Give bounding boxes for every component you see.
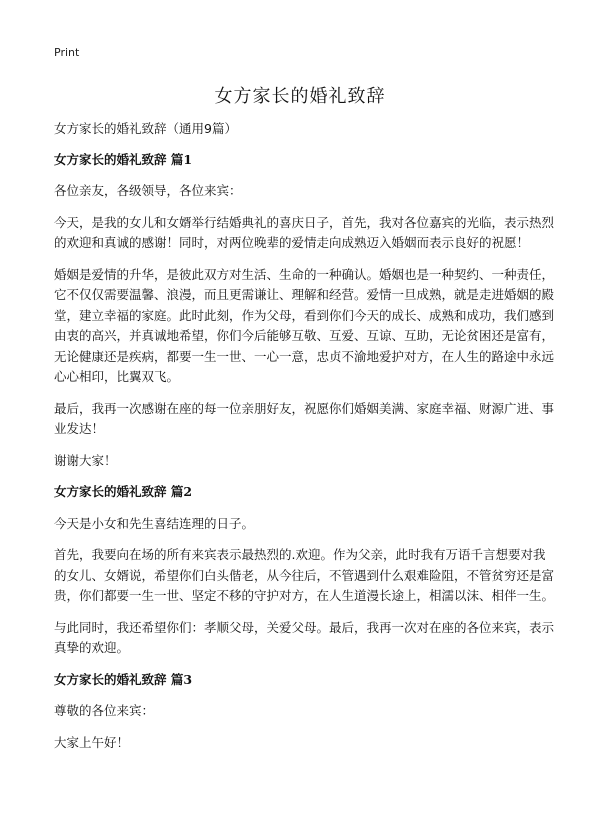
section-heading-number: 3 — [183, 671, 193, 687]
section-heading-text: 女方家长的婚礼致辞 篇 — [54, 151, 184, 167]
document-body — [54, 119, 554, 764]
document-title: 女方家长的婚礼致辞 — [214, 86, 386, 107]
paragraph: 与此同时，我还希望你们：孝顺父母，关爱父母。最后，我再一次对在座的各位来宾，表示真挚的欢迎。 — [54, 619, 555, 655]
section-heading-3 — [54, 670, 554, 691]
paragraph: 最后，我再一次感谢在座的每一位亲朋好友，祝愿你们婚姻美满、家庭幸福、财源广进、事业发达！ — [54, 400, 555, 436]
intro-subtitle: 女方家长的婚礼致辞（通用9篇） — [54, 121, 237, 136]
paragraph: 各位亲友，各级领导，各位来宾： — [54, 183, 242, 198]
section-heading-text: 女方家长的婚礼致辞 篇 — [54, 484, 184, 499]
section-heading-number: 1 — [183, 151, 193, 167]
print-link[interactable]: Print — [54, 46, 80, 59]
paragraph: 尊敬的各位来宾： — [54, 703, 155, 718]
paragraph: 今天是小女和先生喜结连理的日子。 — [54, 515, 255, 531]
section-heading-text: 女方家长的婚礼致辞 篇 — [54, 671, 184, 687]
paragraph: 今天，是我的女儿和女婿举行结婚典礼的喜庆日子，首先，我对各位嘉宾的光临，表示热烈的欢迎和真诚的感谢！同时，对两位晚辈的爱情走向成熟迈入婚姻而表示良好的祝愿！ — [54, 214, 555, 250]
section-heading-2 — [54, 482, 554, 503]
paragraph: 首先，我要向在场的所有来宾表示最热烈的.欢迎。作为父亲，此时我有万语千言想要对我的女儿、女婿说，希望你们白头偕老，从今往后，不管遇到什么艰难险阻，不管贫穷还是富贵，你们都要一生一世、坚定不移的守护对方，在人生道漫长途上，相濡以沫、相伴一生。 — [54, 547, 555, 603]
paragraph: 婚姻是爱情的升华，是彼此双方对生活、生命的一种确认。婚姻也是一种契约、一种责任，它不仅仅需要温馨、浪漫，而且更需谦让、理解和经营。爱情一旦成熟，就是走进婚姻的殿堂，建立幸福的家庭。此时此刻，作为父母，看到你们今天的成长、成熟和成功，我们感到由衷的高兴，并真诚地希望，你们今后能够互敬、互爱、互谅、互助，无论贫困还是富有，无论健康还是疾病，都要一生一世、一心一意，忠贞不渝地爱护对方，在人生的路途中永远心心相印，比翼双飞。 — [54, 266, 555, 384]
paragraph: 谢谢大家！ — [54, 452, 117, 468]
section-heading-number: 2 — [183, 484, 193, 499]
paragraph: 大家上午好！ — [54, 734, 130, 750]
section-heading-1 — [54, 150, 554, 171]
